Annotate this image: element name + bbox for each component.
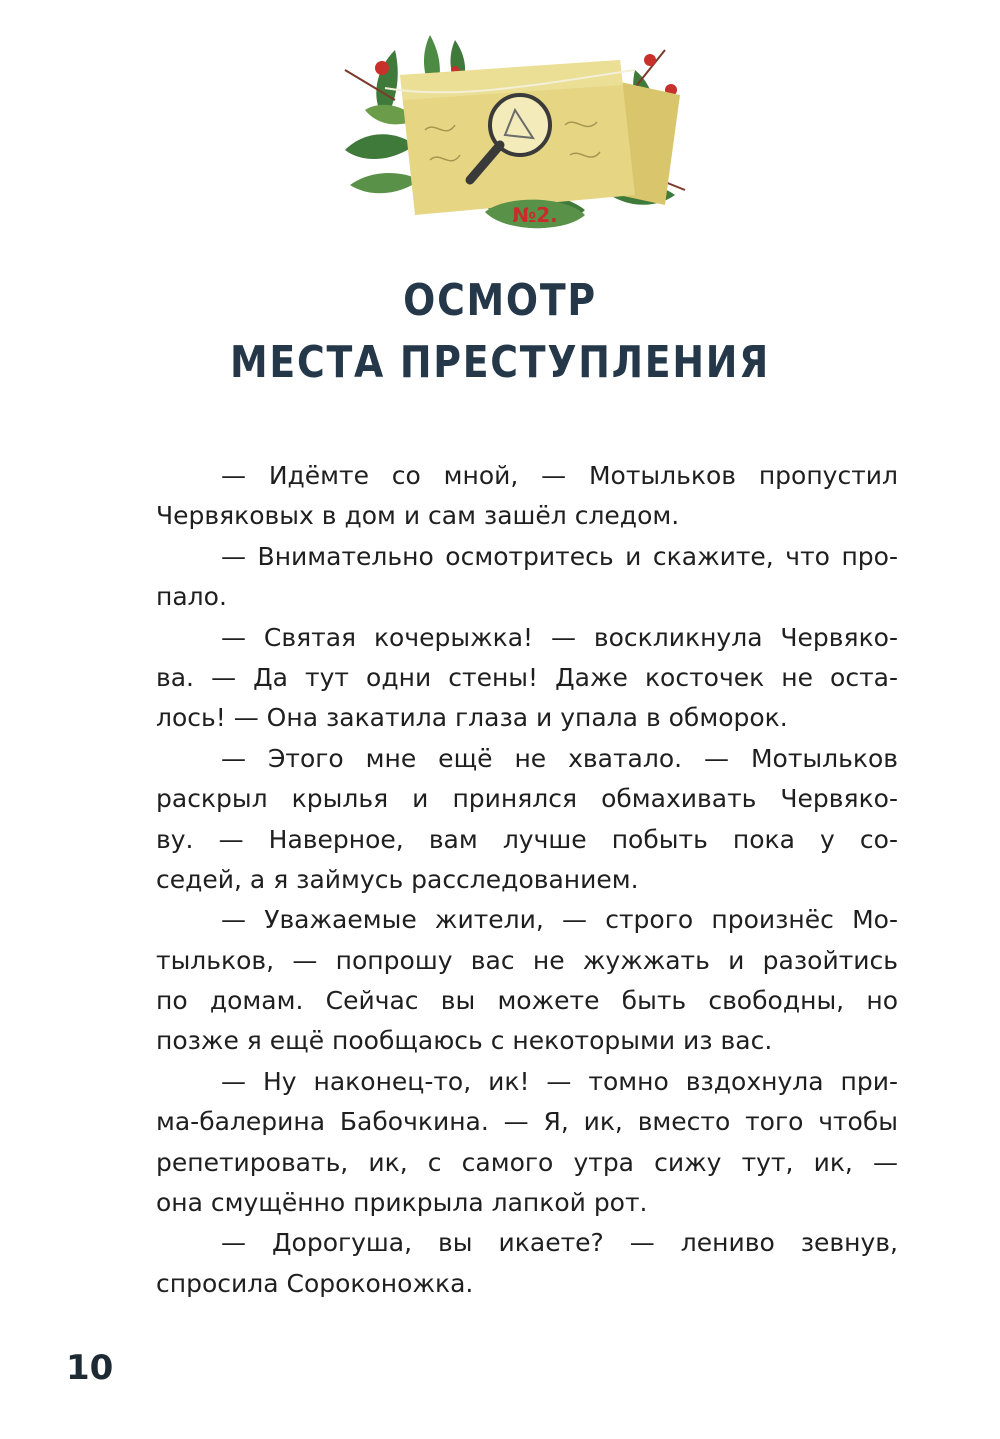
text-line: — Этого мне ещё не хватало. — Мотыльков xyxy=(221,743,898,773)
text-line: тыльков, — попрошу вас не жужжать и разойтись xyxy=(156,945,898,975)
text-line: она смущённо прикрыла лапкой рот. xyxy=(156,1188,648,1218)
text-line: — Святая кочерыжка! — воскликнула Червяко- xyxy=(221,622,898,652)
page-number: 10 xyxy=(66,1348,114,1388)
text-line: ва. — Да тут одни стены! Даже косточек не оста- xyxy=(156,662,898,692)
text-line: раскрыл крылья и принялся обмахивать Червяко- xyxy=(156,784,898,814)
story-text xyxy=(156,456,898,1304)
text-line: по домам. Сейчас вы можете быть свободны, но xyxy=(156,986,898,1016)
text-line: ву. — Наверное, вам лучше побыть пока у со- xyxy=(156,824,898,854)
text-line: — Ну наконец-то, ик! — томно вздохнула при- xyxy=(221,1066,898,1096)
text-line: — Внимательно осмотритесь и скажите, что про- xyxy=(221,541,898,571)
chapter-number: №2. xyxy=(512,203,558,227)
chapter-illustration xyxy=(335,30,705,245)
text-line: спросила Сороконожка. xyxy=(156,1268,474,1298)
text-line: позже я ещё пообщаюсь с некоторыми из вас. xyxy=(156,1026,773,1056)
text-line: лось! — Она закатила глаза и упала в обморок. xyxy=(156,703,788,733)
chapter-title-line-2: МЕСТА ПРЕСТУПЛЕНИЯ xyxy=(230,337,770,388)
text-line: — Дорогуша, вы икаете? — лениво зевнув, xyxy=(221,1228,898,1258)
text-line: — Идёмте со мной, — Мотыльков пропустил xyxy=(221,461,898,490)
text-line: Червяковых в дом и сам зашёл следом. xyxy=(156,501,680,531)
text-line: — Уважаемые жители, — строго произнёс Мо- xyxy=(221,905,898,935)
text-line: ма-балерина Бабочкина. — Я, ик, вместо того чтобы xyxy=(156,1107,898,1137)
text-line: пало. xyxy=(156,582,227,612)
text-line: репетировать, ик, с самого утра сижу тут, ик, — xyxy=(156,1147,898,1177)
text-line: седей, а я займусь расследованием. xyxy=(156,864,639,894)
chapter-title xyxy=(70,270,930,394)
chapter-title-line-1: ОСМОТР xyxy=(403,275,597,326)
